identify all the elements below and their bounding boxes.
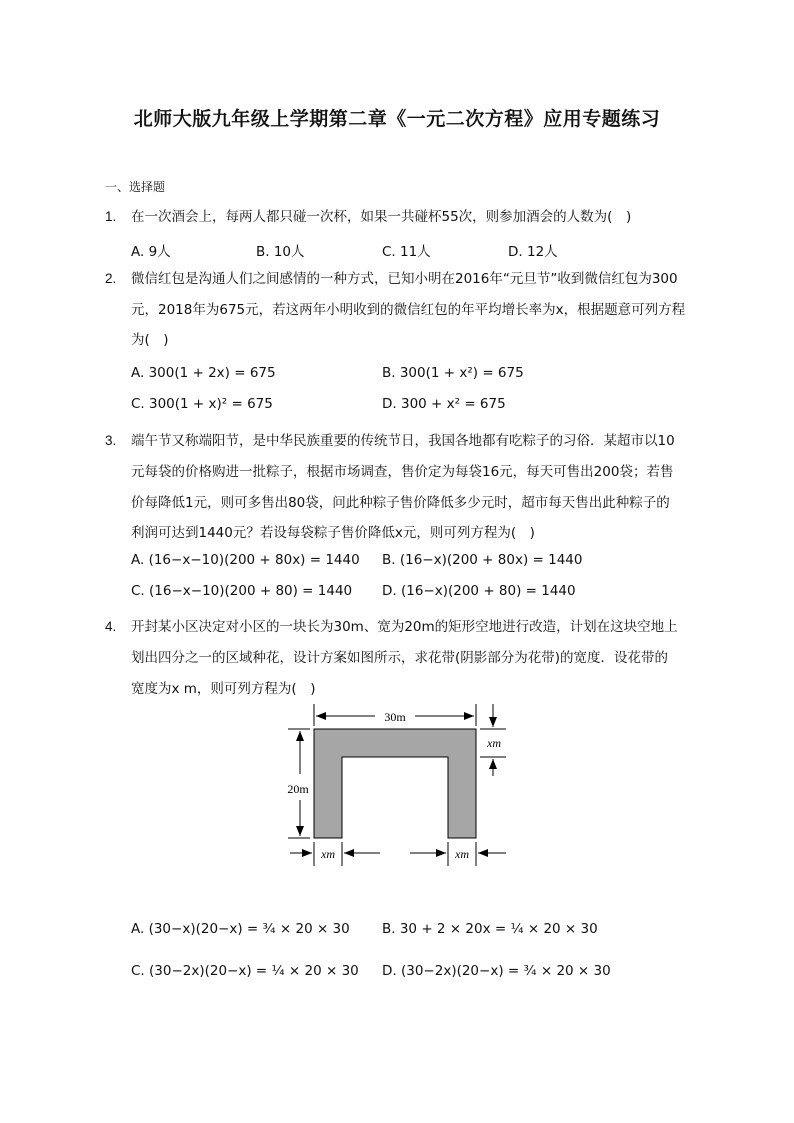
question-4-line-3: 宽度为x m，则可列方程为( ) [131, 681, 316, 697]
question-2-option-b[interactable]: B. 300(1 + x²) = 675 [382, 365, 524, 381]
question-3-option-c[interactable]: C. (16−x−10)(200 + 80) = 1440 [131, 583, 353, 599]
question-2-line-2: 元，2018年为675元，若这两年小明收到的微信红包的年平均增长率为x，根据题意可列方程 [131, 302, 686, 318]
question-4-option-b[interactable]: B. 30 + 2 × 20x = ¼ × 20 × 30 [382, 921, 598, 937]
section-heading: 一、选择题 [105, 180, 166, 194]
question-3-option-b[interactable]: B. (16−x)(200 + 80x) = 1440 [382, 552, 583, 568]
question-4-line-1: 开封某小区决定对小区的一块长为30m、宽为20m的矩形空地进行改造，计划在这块空地上 [131, 619, 678, 635]
question-1-option-b[interactable]: B. 10人 [256, 244, 305, 260]
question-3-line-4: 利润可达到1440元？若设每袋粽子售价降低x元，则可列方程为( ) [131, 525, 535, 541]
question-4-option-c[interactable]: C. (30−2x)(20−x) = ¼ × 20 × 30 [131, 963, 359, 979]
flower-bed-shading [314, 729, 476, 838]
garden-diagram [280, 700, 520, 870]
question-1-option-d[interactable]: D. 12人 [508, 244, 558, 260]
question-4-option-a[interactable]: A. (30−x)(20−x) = ¾ × 20 × 30 [131, 921, 350, 937]
question-1-option-c[interactable]: C. 11人 [382, 244, 431, 260]
question-4-option-d[interactable]: D. (30−2x)(20−x) = ¾ × 20 × 30 [382, 963, 611, 979]
question-3-line-1: 端午节又称端阳节，是中华民族重要的传统节日，我国各地都有吃粽子的习俗．某超市以10 [131, 433, 675, 449]
question-3-option-a[interactable]: A. (16−x−10)(200 + 80x) = 1440 [131, 552, 360, 568]
label-width: 20m [287, 782, 309, 796]
question-2-line-1: 微信红包是沟通人们之间感情的一种方式，已知小明在2016年“元旦节”收到微信红包为300 [131, 271, 678, 287]
question-3-number: 3. [105, 433, 117, 448]
label-length: 30m [384, 710, 406, 724]
question-2-line-3: 为( ) [131, 332, 169, 348]
question-4-line-2: 划出四分之一的区域种花，设计方案如图所示，求花带(阴影部分为花带)的宽度．设花带的 [131, 650, 669, 666]
label-bottom-left-xm: xm [321, 847, 335, 861]
question-1-number: 1. [105, 209, 117, 224]
question-2-number: 2. [105, 271, 117, 286]
question-3-option-d[interactable]: D. (16−x)(200 + 80) = 1440 [382, 583, 576, 599]
page-title: 北师大版九年级上学期第二章《一元二次方程》应用专题练习 [133, 108, 661, 130]
question-1-option-a[interactable]: A. 9人 [131, 244, 171, 260]
question-2-option-d[interactable]: D. 300 + x² = 675 [382, 396, 506, 412]
label-bottom-right-xm: xm [455, 847, 469, 861]
question-4-number: 4. [105, 619, 117, 634]
label-right-xm: xm [487, 736, 501, 750]
question-1-text: 在一次酒会上，每两人都只碰一次杯，如果一共碰杯55次，则参加酒会的人数为( ) [131, 209, 632, 225]
question-3-line-3: 价每降低1元，则可多售出80袋，问此种粽子售价降低多少元时，超市每天售出此种粽子的 [131, 495, 670, 511]
question-3-line-2: 元每袋的价格购进一批粽子，根据市场调查，售价定为每袋16元，每天可售出200袋；若售 [131, 464, 674, 480]
question-2-option-c[interactable]: C. 300(1 + x)² = 675 [131, 396, 273, 412]
question-2-option-a[interactable]: A. 300(1 + 2x) = 675 [131, 365, 276, 381]
